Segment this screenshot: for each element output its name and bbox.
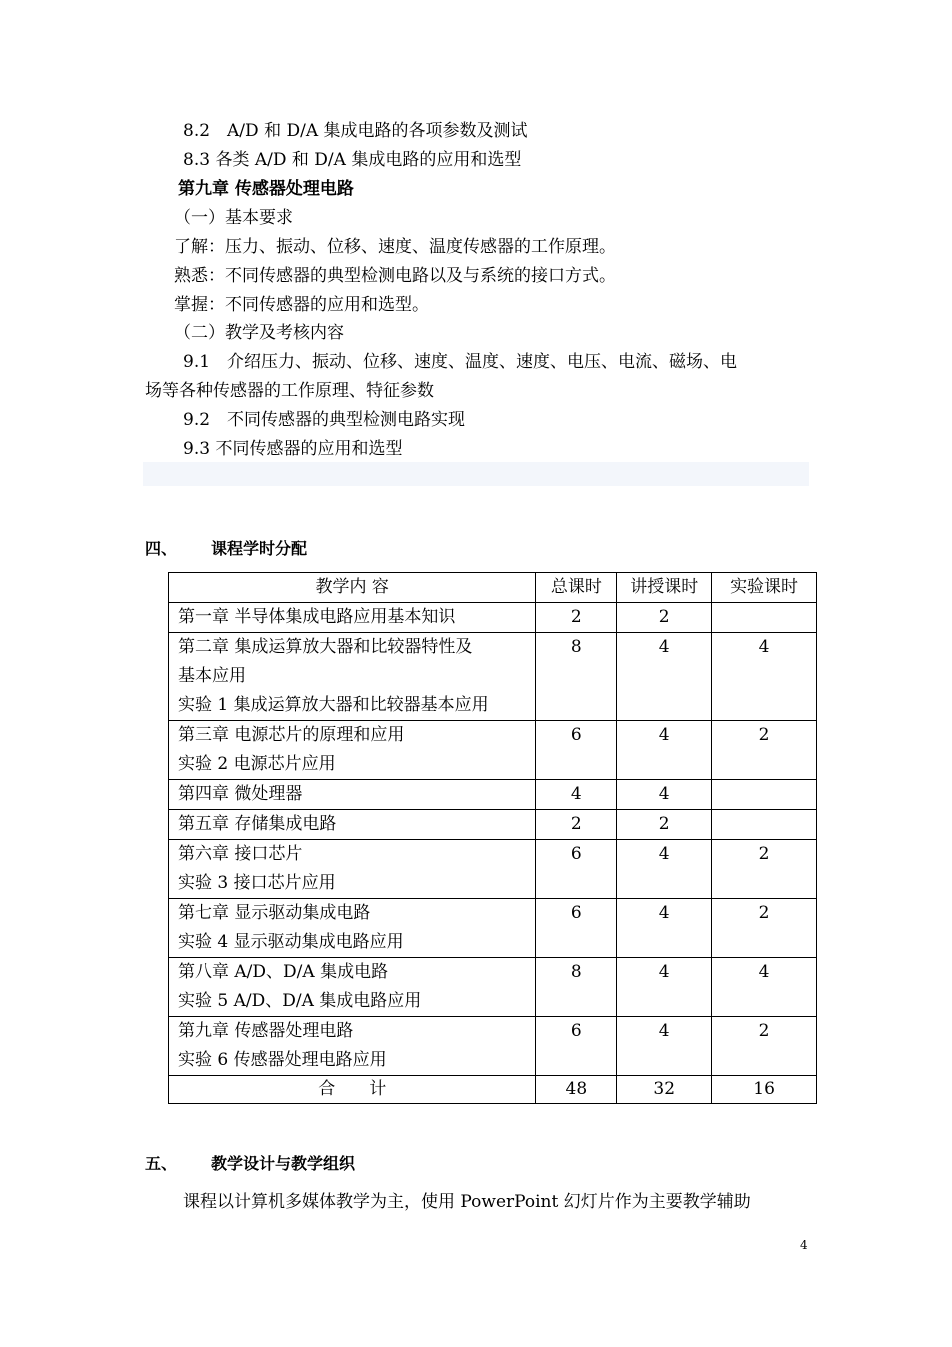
row-content-line: 第八章 A/D、D/A 集成电路: [178, 962, 389, 982]
total-label: 合 计: [169, 1076, 536, 1104]
row-lab: 4: [712, 633, 817, 721]
table-row: [169, 603, 817, 633]
row-lab: 2: [712, 721, 817, 780]
row-lecture: 4: [617, 721, 712, 780]
total-sum: 48: [536, 1076, 617, 1104]
page-number: 4: [800, 1238, 808, 1252]
row-content: [169, 721, 536, 780]
total-lecture: 32: [617, 1076, 712, 1104]
row-lab: [712, 603, 817, 633]
table-row: [169, 840, 817, 899]
row-lab: [712, 780, 817, 810]
section4-number: 四、: [145, 539, 178, 558]
row-total: 8: [536, 958, 617, 1017]
row-content-line: 实验 1 集成运算放大器和比较器基本应用: [178, 695, 489, 715]
table-body: [169, 603, 817, 1076]
row-content: [169, 958, 536, 1017]
row-lecture: 4: [617, 840, 712, 899]
master-line: 掌握：不同传感器的应用和选型。: [174, 295, 429, 315]
section5-number: 五、: [145, 1154, 178, 1173]
row-lecture: 4: [617, 1017, 712, 1076]
section5-title: 教学设计与教学组织: [211, 1154, 356, 1173]
row-total: 2: [536, 810, 617, 840]
table-header-row: [169, 573, 817, 603]
item-9-1-line2: 场等各种传感器的工作原理、特征参数: [145, 381, 434, 401]
row-content-line: 实验 2 电源芯片应用: [178, 754, 336, 774]
row-lecture: 2: [617, 603, 712, 633]
item-9-3: 9.3 不同传感器的应用和选型: [183, 439, 403, 459]
row-content-line: 第二章 集成运算放大器和比较器特性及: [178, 637, 473, 657]
row-content-line: 实验 6 传感器处理电路应用: [178, 1050, 387, 1070]
basic-req-heading: （一）基本要求: [174, 208, 293, 228]
row-content-line: 第四章 微处理器: [178, 784, 303, 804]
row-total: 6: [536, 1017, 617, 1076]
section5-paragraph: 课程以计算机多媒体教学为主，使用 PowerPoint 幻灯片作为主要教学辅助: [183, 1192, 751, 1212]
highlight-band: [143, 462, 809, 486]
row-content: [169, 810, 536, 840]
header-lecture: 讲授课时: [617, 573, 712, 603]
table-row: [169, 633, 817, 721]
row-lecture: 2: [617, 810, 712, 840]
row-total: 2: [536, 603, 617, 633]
row-content-line: 实验 5 A/D、D/A 集成电路应用: [178, 991, 422, 1011]
row-lab: [712, 810, 817, 840]
teaching-heading: （二）教学及考核内容: [174, 323, 344, 343]
row-lecture: 4: [617, 958, 712, 1017]
row-content: [169, 603, 536, 633]
row-content: [169, 1017, 536, 1076]
row-lab: 2: [712, 840, 817, 899]
row-content-line: 第七章 显示驱动集成电路: [178, 903, 371, 923]
table-total-row: [169, 1076, 817, 1104]
row-content-line: 第三章 电源芯片的原理和应用: [178, 725, 405, 745]
row-content-line: 第九章 传感器处理电路: [178, 1021, 354, 1041]
familiar-line: 熟悉：不同传感器的典型检测电路以及与系统的接口方式。: [174, 266, 616, 286]
row-content-line: 基本应用: [178, 666, 246, 686]
row-content: [169, 840, 536, 899]
item-8-2: 8.2 A/D 和 D/A 集成电路的各项参数及测试: [183, 121, 528, 141]
table-row: [169, 1017, 817, 1076]
row-total: 6: [536, 840, 617, 899]
item-9-2: 9.2 不同传感器的典型检测电路实现: [183, 410, 466, 430]
row-content-line: 第六章 接口芯片: [178, 844, 303, 864]
header-total: 总课时: [536, 573, 617, 603]
hours-table: [168, 572, 817, 1104]
row-content-line: 第一章 半导体集成电路应用基本知识: [178, 607, 456, 627]
table-row: [169, 780, 817, 810]
row-total: 6: [536, 899, 617, 958]
total-lab: 16: [712, 1076, 817, 1104]
row-content-line: 实验 3 接口芯片应用: [178, 873, 336, 893]
row-content-line: 第五章 存储集成电路: [178, 814, 337, 834]
row-lecture: 4: [617, 633, 712, 721]
row-lab: 2: [712, 1017, 817, 1076]
row-content: [169, 633, 536, 721]
header-content: 教学内 容: [169, 573, 536, 603]
row-lab: 4: [712, 958, 817, 1017]
row-total: 8: [536, 633, 617, 721]
row-total: 4: [536, 780, 617, 810]
row-lecture: 4: [617, 780, 712, 810]
row-content: [169, 780, 536, 810]
table-row: [169, 899, 817, 958]
table-row: [169, 721, 817, 780]
understand-line: 了解：压力、振动、位移、速度、温度传感器的工作原理。: [174, 237, 616, 257]
row-content-line: 实验 4 显示驱动集成电路应用: [178, 932, 404, 952]
header-lab: 实验课时: [712, 573, 817, 603]
table-row: [169, 810, 817, 840]
row-lab: 2: [712, 899, 817, 958]
table-row: [169, 958, 817, 1017]
chapter9-title: 第九章 传感器处理电路: [178, 179, 354, 199]
section4-title: 课程学时分配: [211, 539, 308, 558]
item-8-3: 8.3 各类 A/D 和 D/A 集成电路的应用和选型: [183, 150, 522, 170]
row-content: [169, 899, 536, 958]
item-9-1-line1: 9.1 介绍压力、振动、位移、速度、温度、速度、电压、电流、磁场、电: [183, 352, 738, 372]
row-lecture: 4: [617, 899, 712, 958]
row-total: 6: [536, 721, 617, 780]
